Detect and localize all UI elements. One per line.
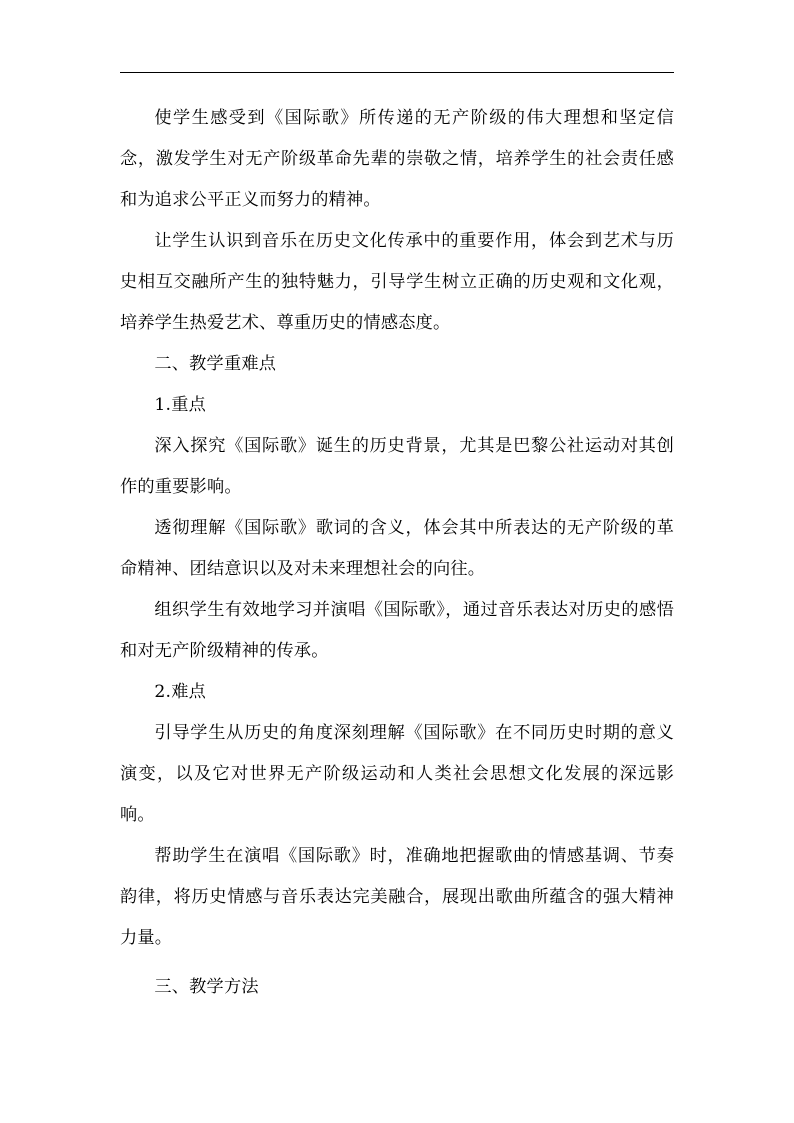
subheading-key-points: 1.重点: [154, 395, 206, 415]
paragraph-culture-goal: 让学生认识到音乐在历史文化传承中的重要作用，体会到艺术与历史相互交融所产生的独特魅力，引导学生树立正确的历史观和文化观，培养学生热爱艺术、尊重历史的情感态度。: [120, 231, 674, 333]
header-rule: [120, 72, 674, 73]
paragraph-key-point-3: 组织学生有效地学习并演唱《国际歌》，通过音乐表达对历史的感悟和对无产阶级精神的传承。: [120, 600, 674, 661]
section-heading-key-difficult-points: 二、教学重难点: [154, 354, 277, 374]
paragraph-difficult-point-2: 帮助学生在演唱《国际歌》时，准确地把握歌曲的情感基调、节奏韵律，将历史情感与音乐表达完美融合，展现出歌曲所蕴含的强大精神力量。: [120, 846, 674, 948]
section-heading-teaching-methods: 三、教学方法: [154, 977, 259, 997]
subheading-difficult-points: 2.难点: [154, 682, 206, 702]
paragraph-key-point-2: 透彻理解《国际歌》歌词的含义，体会其中所表达的无产阶级的革命精神、团结意识以及对未来理想社会的向往。: [120, 518, 674, 579]
paragraph-difficult-point-1: 引导学生从历史的角度深刻理解《国际歌》在不同历史时期的意义演变，以及它对世界无产阶级运动和人类社会思想文化发展的深远影响。: [120, 723, 674, 825]
paragraph-key-point-1: 深入探究《国际歌》诞生的历史背景，尤其是巴黎公社运动对其创作的重要影响。: [120, 436, 674, 497]
paragraph-emotional-goal: 使学生感受到《国际歌》所传递的无产阶级的伟大理想和坚定信念，激发学生对无产阶级革命先辈的崇敬之情，培养学生的社会责任感和为追求公平正义而努力的精神。: [120, 108, 674, 210]
document-body: [120, 98, 674, 1008]
